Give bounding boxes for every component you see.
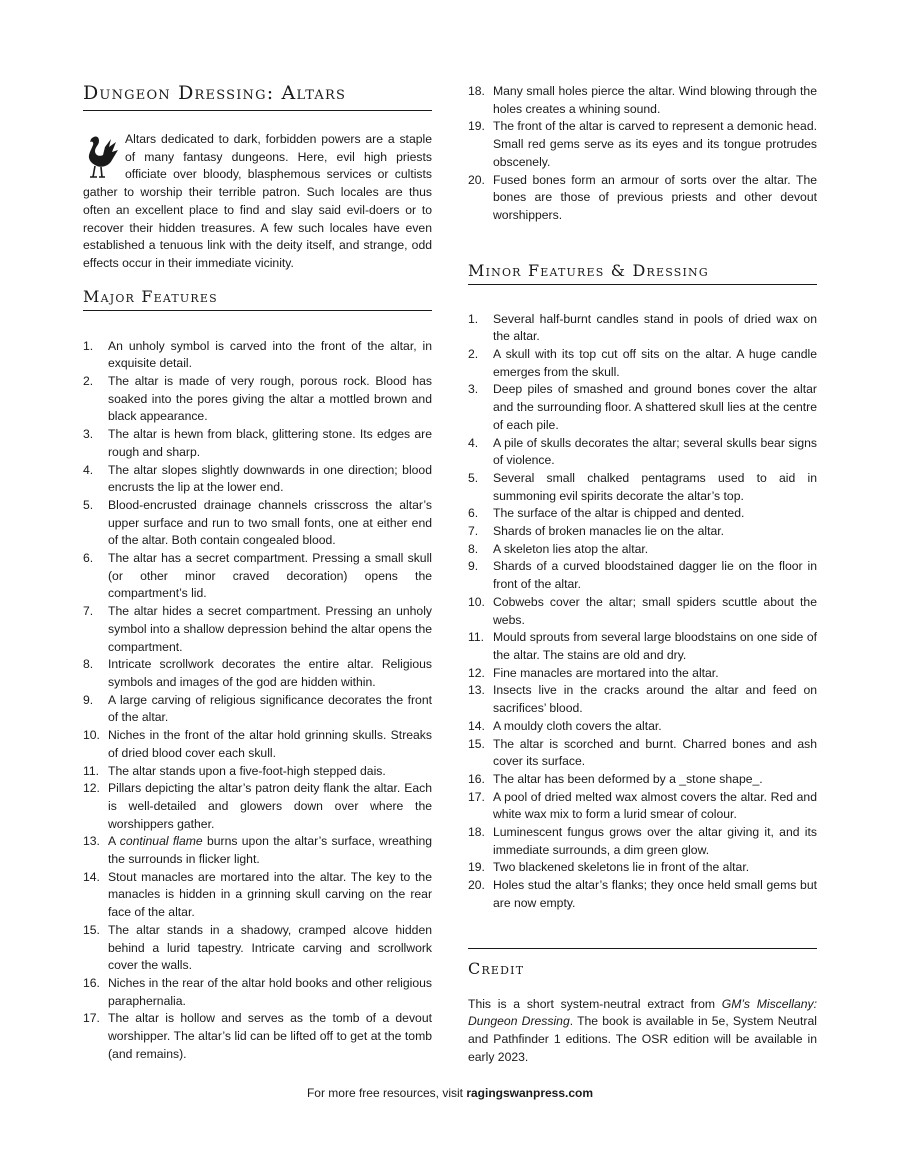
item-text: Fine manacles are mortared into the altar.: [493, 665, 719, 680]
item-text: Intricate scrollwork decorates the entire altar. Religious symbols and images of the god are hidden within.: [108, 657, 432, 689]
item-text: Niches in the rear of the altar hold books and other religious paraphernalia.: [108, 975, 432, 1008]
major-item: [83, 727, 432, 762]
major-features-list: [83, 338, 432, 1064]
item-number: 5.: [83, 497, 94, 512]
minor-item: [468, 665, 817, 683]
item-number: 11.: [83, 763, 100, 778]
credit-heading: Credit: [468, 958, 525, 978]
item-number: 6.: [83, 551, 94, 566]
major-item: [83, 656, 432, 691]
footer: [0, 1086, 900, 1100]
book-title: GM’s Miscellany: Dungeon Dressing: [468, 996, 817, 1029]
spell-name: continual flame: [119, 834, 203, 849]
item-number: 9.: [83, 692, 94, 707]
major-item: [83, 338, 432, 373]
item-number: 1.: [468, 311, 479, 326]
item-number: 15.: [83, 922, 100, 937]
item-number: 4.: [468, 435, 479, 450]
item-text: The altar hides a secret compartment. Pressing an unholy symbol into a shallow depression behind the altar opens the compartment.: [108, 604, 432, 654]
item-number: 16.: [468, 771, 485, 786]
item-text: The front of the altar is carved to represent a demonic head. Small red gems serve as its eyes and its tongue protrudes obscenely.: [493, 119, 817, 169]
minor-item: [468, 877, 817, 912]
item-text: Shards of broken manacles lie on the altar.: [493, 524, 725, 539]
minor-item: [468, 594, 817, 629]
item-number: 13.: [468, 683, 485, 698]
major-item: [83, 692, 432, 727]
item-text: The altar is hollow and serves as the tomb of a devout worshipper. The altar’s lid can be lifted off to get at the tomb (and remains).: [108, 1011, 432, 1061]
major-item: [468, 172, 817, 225]
item-text: The altar stands upon a five-foot-high stepped dais.: [108, 763, 386, 778]
major-item: [83, 869, 432, 922]
item-text: Cobwebs cover the altar; small spiders scuttle about the webs.: [493, 594, 817, 627]
minor-item: [468, 541, 817, 559]
item-number: 11.: [468, 630, 485, 645]
minor-item: [468, 558, 817, 593]
major-item: [83, 462, 432, 497]
item-text: The altar has a secret compartment. Pressing a small skull (or other minor craved decoration) opens the compartment’s lid.: [108, 551, 432, 601]
major-item: [468, 83, 817, 118]
item-number: 2.: [83, 374, 94, 389]
major-item: [83, 373, 432, 426]
item-text: A pile of skulls decorates the altar; several skulls bear signs of violence.: [493, 435, 817, 468]
major-item: [83, 833, 432, 868]
item-text: The altar stands in a shadowy, cramped alcove hidden behind a lurid tapestry. Intricate carving and scrollwork cover the walls.: [108, 922, 432, 973]
item-number: 13.: [83, 834, 100, 849]
swan-logo-icon: [83, 133, 119, 181]
item-text: Luminescent fungus grows over the altar giving it, and its immediate surrounds, a dim green glow.: [493, 825, 817, 857]
item-text: A large carving of religious significance decorates the front of the altar.: [108, 692, 432, 725]
item-text: Insects live in the cracks around the altar and feed on sacrifices’ blood.: [493, 683, 817, 716]
major-features-list-continued: [468, 83, 817, 225]
item-text: The surface of the altar is chipped and dented.: [493, 506, 745, 521]
item-text: Niches in the front of the altar hold grinning skulls. Streaks of dried blood cover each skull.: [108, 728, 432, 760]
footer-text: For more free resources, visit: [306, 1086, 467, 1100]
item-text: The altar is hewn from black, glittering stone. Its edges are rough and sharp.: [108, 427, 432, 459]
item-text: Fused bones form an armour of sorts over the altar. The bones are those of previous priests and other devout worshippers.: [493, 172, 817, 222]
major-features-heading: Major Features: [83, 287, 432, 311]
page-title: Dungeon Dressing: Altars: [83, 82, 432, 111]
minor-item: [468, 859, 817, 877]
item-number: 8.: [83, 657, 94, 672]
major-item: [468, 118, 817, 171]
major-item: [83, 603, 432, 656]
item-number: 7.: [468, 524, 479, 539]
minor-item: [468, 629, 817, 664]
minor-features-heading: Minor Features & Dressing: [468, 261, 817, 285]
credit-text-end: . The book is available in 5e, System Neutral and Pathfinder 1 editions. The OSR edition will be available in early 2023.: [468, 1014, 817, 1064]
minor-item: [468, 789, 817, 824]
item-text: Blood-encrusted drainage channels crisscross the altar’s upper surface and run to two small fonts, one at either end of the altar. Both contain congealed blood.: [108, 497, 432, 548]
minor-item: [468, 771, 817, 789]
major-item: [83, 426, 432, 461]
item-number: 3.: [83, 427, 94, 442]
item-number: 4.: [83, 462, 94, 477]
item-text: burns upon the altar’s surface, wreathing the surrounds in flicker light.: [108, 834, 432, 867]
item-text: An unholy symbol is carved into the front of the altar, in exquisite detail.: [108, 338, 432, 371]
website-link[interactable]: ragingswanpress.com: [466, 1086, 594, 1100]
item-number: 17.: [83, 1011, 100, 1026]
item-number: 20.: [468, 172, 485, 187]
right-column: [468, 82, 817, 1066]
minor-item: [468, 682, 817, 717]
item-text: Shards of a curved bloodstained dagger lie on the floor in front of the altar.: [493, 559, 817, 592]
item-text: Holes stud the altar’s flanks; they once held small gems but are now empty.: [493, 878, 817, 910]
item-text: Many small holes pierce the altar. Wind blowing through the holes creates a whining sound.: [493, 84, 817, 116]
item-text: Pillars depicting the altar’s patron deity flank the altar. Each is well-detailed and glowers down over where the worshippers gather.: [108, 781, 432, 831]
item-text: A mouldy cloth covers the altar.: [493, 718, 662, 733]
item-text: A skeleton lies atop the altar.: [493, 541, 649, 556]
credit-paragraph: [468, 996, 817, 1067]
item-text: The altar has been deformed by a _stone shape_.: [493, 771, 763, 786]
item-number: 18.: [468, 84, 485, 98]
item-text: The altar slopes slightly downwards in one direction; blood encrusts the lip at the lower end.: [108, 462, 432, 495]
major-item: [83, 975, 432, 1010]
intro-paragraph: [83, 131, 432, 273]
major-item: [83, 763, 432, 781]
item-text: A pool of dried melted wax almost covers the altar. Red and white wax mix to form a lurid smear of colour.: [493, 789, 817, 822]
major-item: [83, 780, 432, 833]
minor-item: [468, 718, 817, 736]
item-number: 16.: [83, 975, 100, 990]
item-number: 20.: [468, 878, 485, 893]
minor-item: [468, 346, 817, 381]
item-number: 2.: [468, 347, 479, 362]
left-column: [83, 82, 432, 1063]
major-item: [83, 922, 432, 975]
item-text: Deep piles of smashed and ground bones cover the altar and the surrounding floor. A shattered skull lies at the centre of each pile.: [493, 382, 817, 432]
item-number: 12.: [83, 781, 100, 796]
item-number: 8.: [468, 541, 479, 556]
item-number: 19.: [468, 119, 485, 134]
major-item: [83, 1010, 432, 1063]
minor-item: [468, 470, 817, 505]
minor-item: [468, 523, 817, 541]
minor-item: [468, 435, 817, 470]
item-number: 6.: [468, 506, 479, 521]
item-number: 10.: [83, 728, 100, 743]
item-text: A: [108, 834, 120, 849]
credit-divider: [468, 948, 817, 949]
item-number: 5.: [468, 470, 479, 485]
item-text: Several small chalked pentagrams used to aid in summoning evil spirits decorate the altar’s top.: [493, 470, 817, 503]
item-number: 17.: [468, 789, 485, 804]
minor-item: [468, 736, 817, 771]
item-number: 18.: [468, 825, 485, 840]
item-text: Two blackened skeletons lie in front of the altar.: [493, 860, 750, 875]
item-text: The altar is scorched and burnt. Charred bones and ash cover its surface.: [493, 736, 817, 769]
item-number: 19.: [468, 860, 485, 875]
credit-text-start: This is a short system-neutral extract from: [468, 996, 722, 1011]
item-number: 1.: [83, 338, 94, 353]
item-number: 3.: [468, 382, 479, 397]
minor-item: [468, 311, 817, 346]
intro-text: Altars dedicated to dark, forbidden powers are a staple of many fantasy dungeons. Here, evil high priests officiate over bloody, blasphemous services or cultists gather to worship their terrible patron. Such locales are thus often an excellent place to find and slay said evil-doers or to recover their hidden treasures. A few such locales have even established a tenuous link with the deity itself, and strange, odd effects occur in their immediate vicinity.: [83, 132, 432, 270]
item-text: Mould sprouts from several large bloodstains on one side of the altar. The stains are old and dry.: [493, 630, 817, 662]
item-text: A skull with its top cut off sits on the altar. A huge candle emerges from the skull.: [493, 347, 817, 379]
item-number: 14.: [468, 718, 485, 733]
minor-item: [468, 824, 817, 859]
major-item: [83, 550, 432, 603]
item-text: Stout manacles are mortared into the altar. The key to the manacles is hidden in a grinning skull carving on the rear face of the altar.: [108, 869, 432, 920]
item-number: 7.: [83, 604, 94, 619]
item-number: 10.: [468, 594, 485, 609]
minor-features-list: [468, 311, 817, 913]
item-number: 14.: [83, 869, 100, 884]
item-text: Several half-burnt candles stand in pools of dried wax on the altar.: [493, 311, 817, 344]
item-number: 15.: [468, 736, 485, 751]
item-text: The altar is made of very rough, porous rock. Blood has soaked into the pores giving the altar a mottled brown and black appearance.: [108, 374, 432, 424]
item-number: 12.: [468, 665, 485, 680]
minor-item: [468, 381, 817, 434]
major-item: [83, 497, 432, 550]
minor-item: [468, 505, 817, 523]
item-number: 9.: [468, 559, 479, 574]
